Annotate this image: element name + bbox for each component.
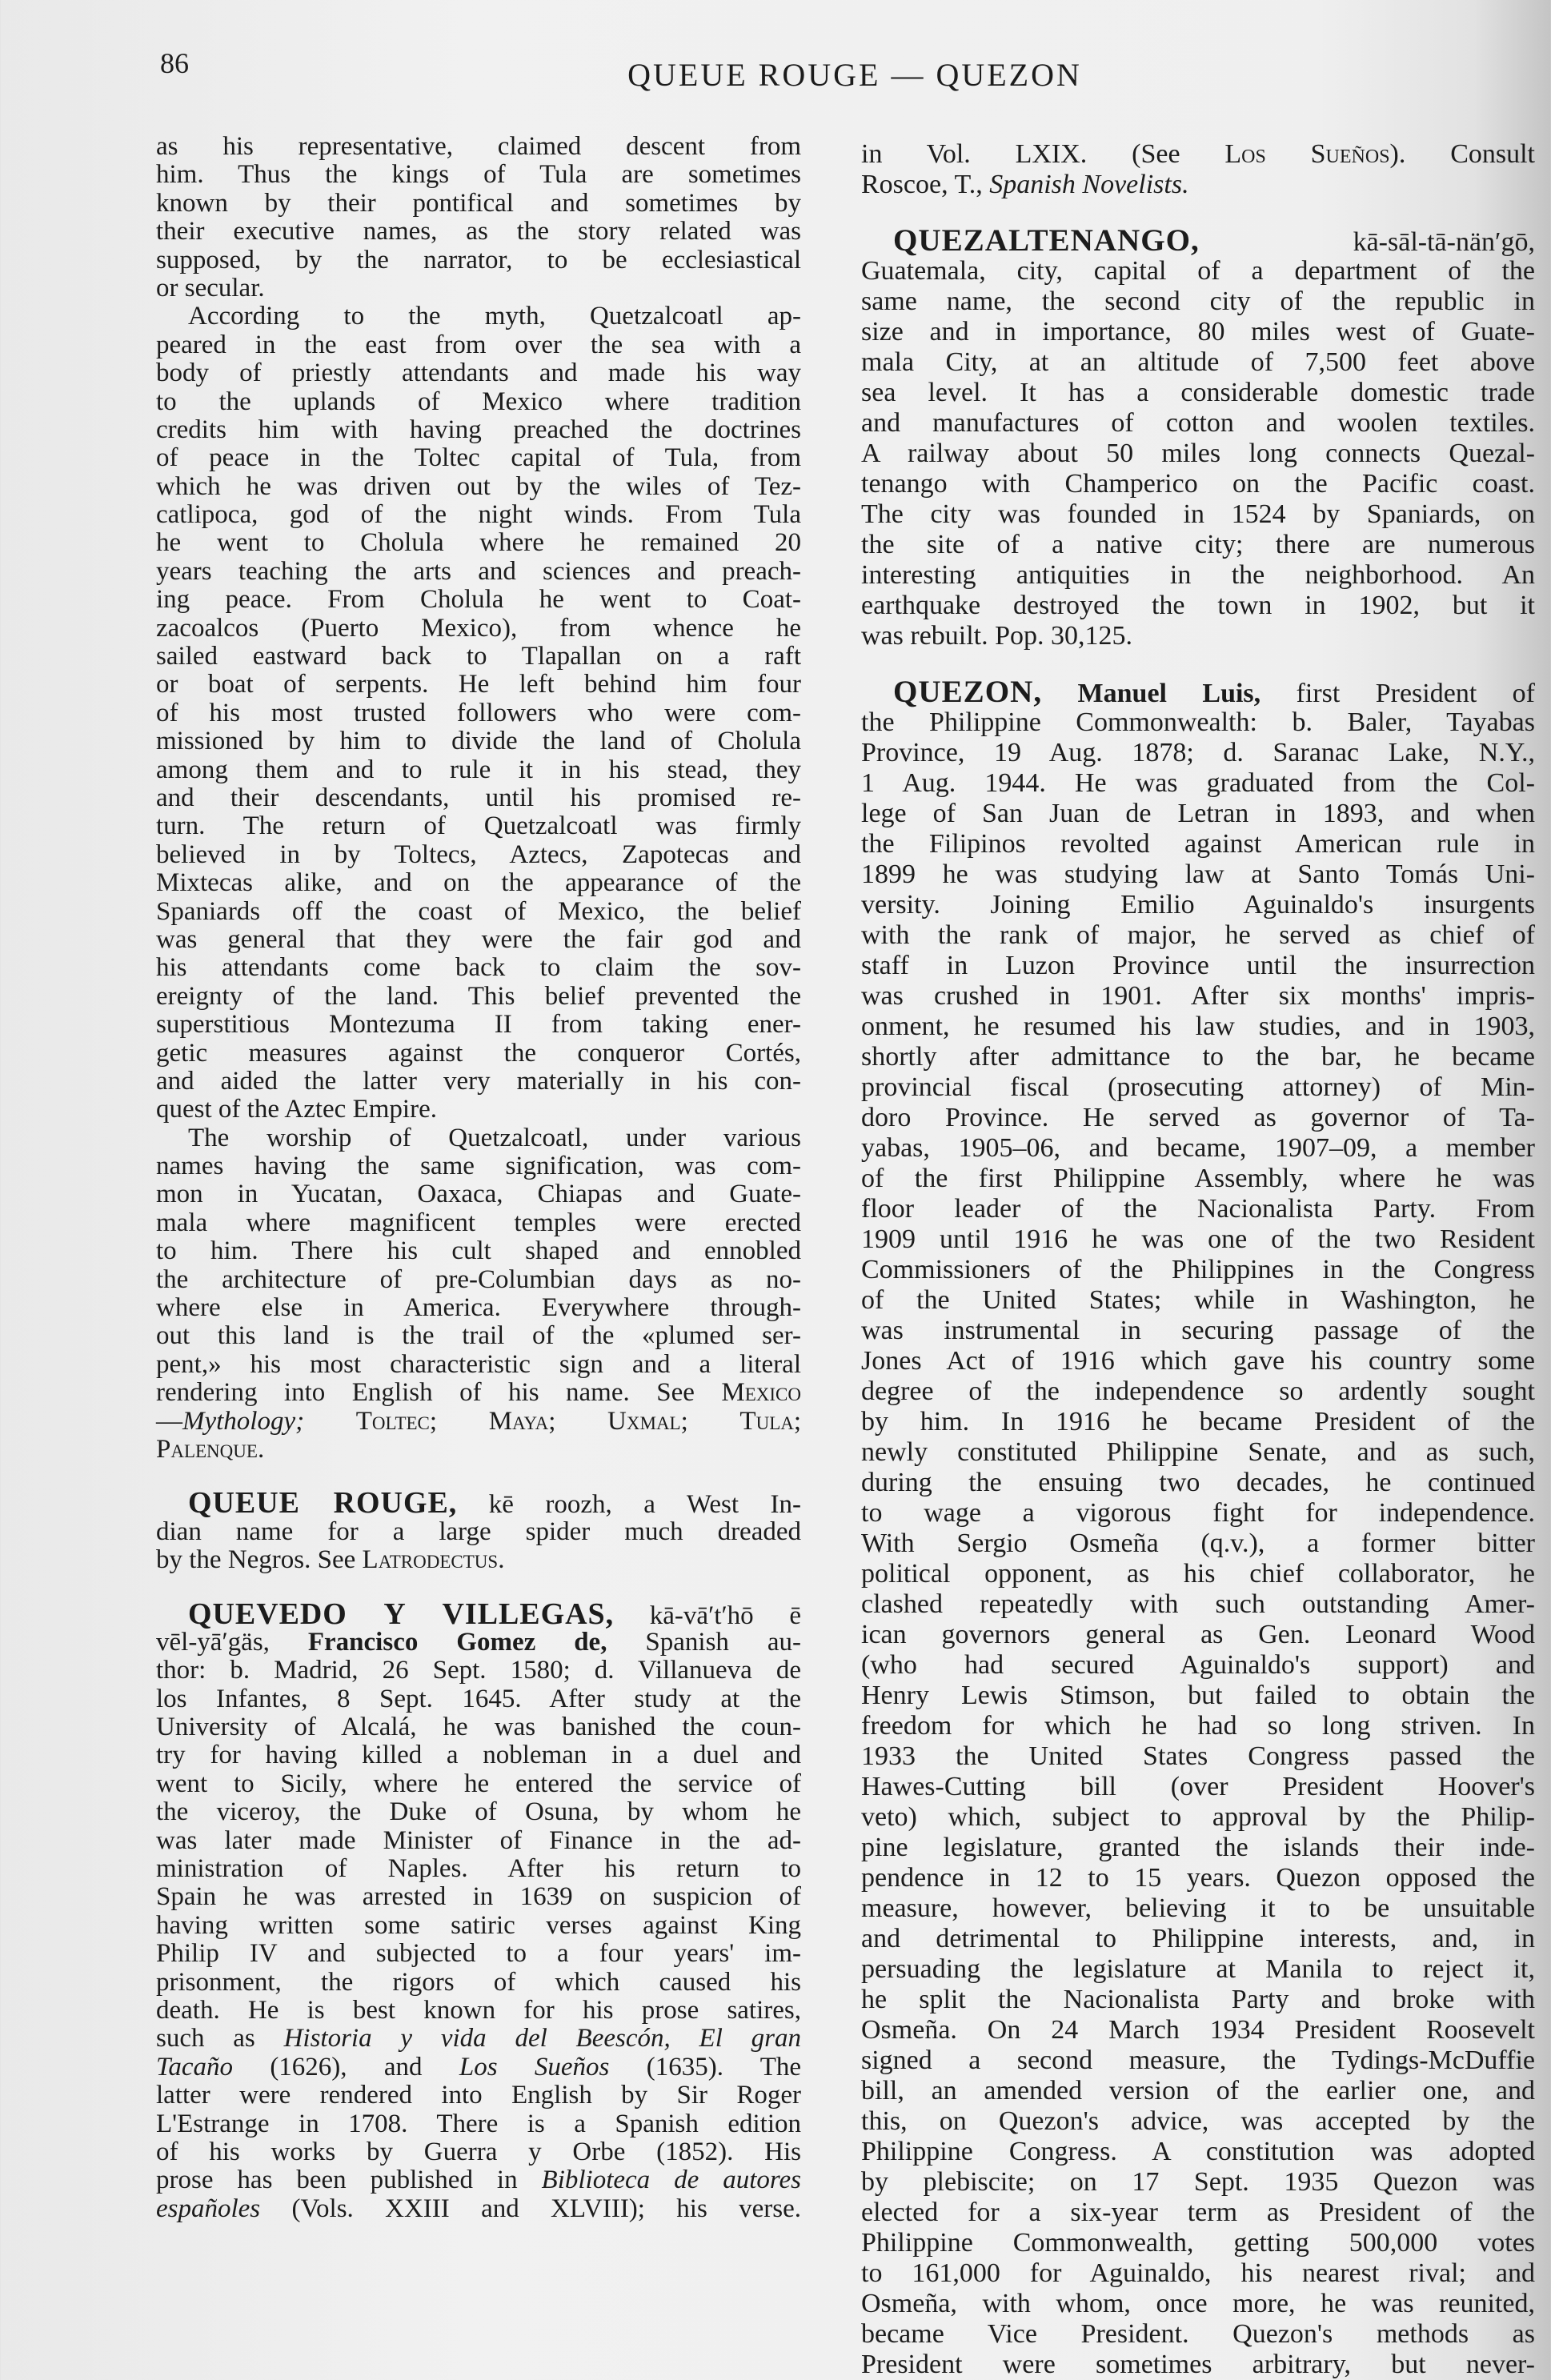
left-text-line: death. He is best known for his prose satires, xyxy=(156,1996,801,2025)
text-span: ; xyxy=(793,1406,802,1436)
right-text-line: Hawes-Cutting bill (over President Hoover's xyxy=(861,1772,1535,1801)
left-text-line xyxy=(156,2025,801,2053)
left-text-line: years teaching the arts and sciences and preach- xyxy=(156,556,801,586)
right-text-line: persuading the legislature at Manila to reject it, xyxy=(861,1954,1535,1984)
right-text-line: during the ensuing two decades, he continued xyxy=(861,1468,1535,1497)
right-text-line: With Sergio Osmeña (q.v.), a former bitter xyxy=(861,1529,1535,1558)
right-text-line: to wage a vigorous fight for independence. xyxy=(861,1498,1535,1528)
left-text-line: sailed eastward back to Tlapallan on a raft xyxy=(156,642,801,671)
left-text-line xyxy=(156,2053,801,2081)
left-text-line: catlipoca, god of the night winds. From Tula xyxy=(156,500,801,530)
entry-headword: QUEUE ROUGE, xyxy=(188,1486,458,1521)
left-text-line: superstitious Montezuma II from taking ener- xyxy=(156,1010,801,1040)
right-text-line: to 161,000 for Aguinaldo, his nearest rival; and xyxy=(861,2258,1535,2288)
left-text-line: Spaniards off the coast of Mexico, the belief xyxy=(156,896,801,926)
left-text-line: out this land is the trail of the «plumed ser- xyxy=(156,1321,801,1351)
left-text-line: zacoalcos (Puerto Mexico), from whence he xyxy=(156,613,801,643)
right-text-line: (who had secured Aguinaldo's support) and xyxy=(861,1650,1535,1680)
right-text-line: Philippine Commonwealth, getting 500,000 votes xyxy=(861,2228,1535,2258)
text-span: prose has been published in xyxy=(156,2166,542,2195)
right-text-line: was rebuilt. Pop. 30,125. xyxy=(861,621,1133,651)
left-text-line: his attendants come back to claim the sov- xyxy=(156,953,801,983)
entry-headword: QUEZON, xyxy=(893,675,1043,709)
cross-reference: Mexico xyxy=(721,1378,801,1408)
right-text-line: by him. In 1916 he became President of the xyxy=(861,1407,1535,1436)
right-text-line: earthquake destroyed the town in 1902, but it xyxy=(861,591,1535,620)
italic-text: Tacaño xyxy=(156,2052,233,2081)
right-text-line: Philippine Congress. A constitution was adopted xyxy=(861,2137,1535,2166)
text-span: kē roozh, a West In- xyxy=(457,1490,801,1520)
left-text-line: to the uplands of Mexico where tradition xyxy=(156,387,801,416)
text-span: ; xyxy=(680,1406,740,1436)
left-text-line xyxy=(156,1379,801,1407)
left-text-line: missioned by him to divide the land of Cholula xyxy=(156,727,801,756)
right-text-line: political opponent, as his chief collaborator, he xyxy=(861,1559,1535,1589)
right-text-line xyxy=(861,677,1535,707)
right-text-line: signed a second measure, the Tydings-McDuffie xyxy=(861,2045,1535,2075)
cross-reference: Maya xyxy=(488,1406,549,1436)
right-text-line: and detrimental to Philippine interests, and, in xyxy=(861,1924,1535,1953)
right-text-line: yabas, 1905–06, and became, 1907–09, a member xyxy=(861,1133,1535,1163)
right-column xyxy=(861,139,1535,2380)
left-text-line: known by their pontifical and sometimes by xyxy=(156,188,801,218)
text-span: ; xyxy=(548,1406,608,1436)
left-text-line: went to Sicily, where he entered the service of xyxy=(156,1769,801,1798)
left-text-line: quest of the Aztec Empire. xyxy=(156,1095,437,1124)
right-text-line: this, on Quezon's advice, was accepted by the xyxy=(861,2106,1535,2136)
left-text-line: prisonment, the rigors of which caused his xyxy=(156,1967,801,1997)
left-text-line: Philip IV and subjected to a four years' im- xyxy=(156,1939,801,1969)
right-text-line: same name, the second city of the republic in xyxy=(861,286,1535,316)
left-text-line: Spain he was arrested in 1639 on suspicion of xyxy=(156,1882,801,1912)
text-span: in Vol. LXIX. (See xyxy=(861,139,1225,169)
italic-text: Historia y vida del Beescón, El gran xyxy=(283,2024,801,2053)
left-text-line: the viceroy, the Duke of Osuna, by whom he xyxy=(156,1797,801,1827)
left-text-line: names having the same signification, was com- xyxy=(156,1152,801,1181)
right-text-line: Jones Act of 1916 which gave his country some xyxy=(861,1346,1535,1376)
left-column xyxy=(156,133,801,2223)
right-text-line: 1933 the United States Congress passed the xyxy=(861,1741,1535,1771)
right-text-line: the site of a native city; there are numerous xyxy=(861,530,1535,559)
right-text-line: mala City, at an altitude of 7,500 feet above xyxy=(861,347,1535,377)
left-text-line xyxy=(156,1546,801,1574)
right-text-line: pendence in 12 to 15 years. Quezon opposed the xyxy=(861,1863,1535,1893)
cross-reference: Toltec xyxy=(355,1406,430,1436)
right-text-line xyxy=(861,170,1535,200)
left-text-line: Mixtecas alike, and on the appearance of the xyxy=(156,868,801,898)
left-text-line: ministration of Naples. After his return to xyxy=(156,1854,801,1884)
right-text-line: interesting antiquities in the neighborhood. An xyxy=(861,560,1535,590)
right-text-line: of the United States; while in Washington, he xyxy=(861,1285,1535,1315)
right-text-line: pine legislature, granted the islands their inde- xyxy=(861,1833,1535,1862)
left-text-line: University of Alcalá, he was banished the coun- xyxy=(156,1713,801,1742)
left-text-line: L'Estrange in 1708. There is a Spanish edition xyxy=(156,2109,801,2138)
text-span: vēl-yā′gäs, xyxy=(156,1627,308,1657)
right-text-line: lege of San Juan de Letran in 1893, and when xyxy=(861,799,1535,828)
left-text-line: where else in America. Everywhere through- xyxy=(156,1293,801,1323)
right-text-line: by plebiscite; on 17 Sept. 1935 Quezon was xyxy=(861,2167,1535,2197)
text-span: (Vols. XXIII and XLVIII); his verse. xyxy=(260,2194,801,2223)
left-text-line: pent,» his most characteristic sign and a literal xyxy=(156,1349,801,1379)
left-text-line: he went to Cholula where he remained 20 xyxy=(156,528,801,558)
right-text-line: elected for a six-year term as President of the xyxy=(861,2198,1535,2227)
left-text-line: their executive names, as the story related was xyxy=(156,217,801,246)
entry-headword: QUEVEDO Y VILLEGAS, xyxy=(188,1597,615,1631)
italic-text: Los Sueños xyxy=(459,2052,610,2081)
cross-reference: Latrodectus. xyxy=(362,1545,505,1575)
text-span: Roscoe, T., xyxy=(861,170,990,199)
text-span: ; xyxy=(429,1406,489,1436)
left-text-line: ereignty of the land. This belief prevented the xyxy=(156,981,801,1011)
left-text-line: getic measures against the conqueror Cortés, xyxy=(156,1038,801,1068)
right-text-line: The city was founded in 1524 by Spaniards, on xyxy=(861,499,1535,529)
italic-text: Mythology; xyxy=(182,1406,305,1436)
text-span: kā-sāl-tā-nän′gō, xyxy=(1199,227,1535,257)
italic-text: Spanish Novelists. xyxy=(989,170,1189,199)
right-text-line: veto) which, subject to approval by the Philip- xyxy=(861,1802,1535,1832)
page-number: 86 xyxy=(160,47,189,79)
running-title: QUEUE ROUGE — QUEZON xyxy=(627,57,1082,93)
left-text-line xyxy=(156,2195,801,2223)
left-text-line: supposed, by the narrator, to be ecclesiastical xyxy=(156,245,801,274)
left-text-line xyxy=(156,1597,801,1631)
right-text-line: 1 Aug. 1944. He was graduated from the Col- xyxy=(861,768,1535,798)
left-text-line: try for having killed a nobleman in a duel and xyxy=(156,1741,801,1770)
right-text-line: the Filipinos revolted against American rule in xyxy=(861,829,1535,859)
bold-text: Manuel Luis, xyxy=(1042,679,1261,708)
left-text-line: ing peace. From Cholula he went to Coat- xyxy=(156,585,801,615)
left-text-line: The worship of Quetzalcoatl, under various xyxy=(188,1123,801,1152)
left-text-line xyxy=(156,1408,801,1436)
right-text-line: he split the Nacionalista Party and broke with xyxy=(861,1985,1535,2014)
left-text-line: of his works by Guerra y Orbe (1852). His xyxy=(156,2137,801,2166)
left-text-line: which he was driven out by the wiles of Tez- xyxy=(156,471,801,501)
text-span: such as xyxy=(156,2024,284,2053)
right-text-line: versity. Joining Emilio Aguinaldo's insurgents xyxy=(861,890,1535,920)
left-text-line: him. Thus the kings of Tula are sometimes xyxy=(156,160,801,190)
italic-text: Biblioteca de autores xyxy=(541,2166,801,2195)
left-text-line xyxy=(156,1486,801,1521)
text-span xyxy=(304,1407,356,1436)
cross-reference: Uxmal xyxy=(607,1406,681,1436)
text-span: first President of xyxy=(1260,679,1535,708)
left-text-line: body of priestly attendants and made his way xyxy=(156,359,801,388)
left-text-line: According to the myth, Quetzalcoatl ap- xyxy=(188,302,801,331)
text-span: kā-vā′t′hō ē xyxy=(614,1601,801,1630)
left-text-line: turn. The return of Quetzalcoatl was firmly xyxy=(156,811,801,841)
right-text-line xyxy=(861,223,1535,258)
right-text-line: floor leader of the Nacionalista Party. From xyxy=(861,1194,1535,1224)
right-text-line: measure, however, believing it to be unsuitable xyxy=(861,1893,1535,1923)
bold-text: Francisco Gomez de, xyxy=(307,1627,607,1657)
left-text-line: was general that they were the fair god and xyxy=(156,924,801,954)
right-text-line: was instrumental in securing passage of the xyxy=(861,1316,1535,1345)
right-text-line: the Philippine Commonwealth: b. Baler, Tayabas xyxy=(861,707,1535,737)
left-text-line: or secular. xyxy=(156,273,265,303)
left-text-line: or boat of serpents. He left behind him four xyxy=(156,670,801,699)
text-span: Spanish au- xyxy=(607,1627,802,1657)
right-text-line: freedom for which he had so long striven. In xyxy=(861,1711,1535,1741)
right-text-line: of the first Philippine Assembly, where he was xyxy=(861,1164,1535,1193)
right-text-line: bill, an amended version of the earlier one, and xyxy=(861,2076,1535,2106)
left-text-line: and their descendants, until his promised re- xyxy=(156,783,801,812)
right-text-line: Henry Lewis Stimson, but failed to obtain the xyxy=(861,1681,1535,1710)
text-span: (1635). The xyxy=(609,2052,802,2081)
text-span: by the Negros. See xyxy=(156,1545,363,1575)
left-text-line: among them and to rule it in his stead, they xyxy=(156,755,801,784)
left-text-line: peared in the east from over the sea with a xyxy=(156,330,801,359)
right-text-line: Osmeña. On 24 March 1934 President Roosevelt xyxy=(861,2015,1535,2045)
right-text-line: degree of the independence so ardently sought xyxy=(861,1376,1535,1406)
text-span: ). Consult xyxy=(1389,139,1535,169)
right-text-line: shortly after admittance to the bar, he became xyxy=(861,1042,1535,1072)
right-text-line: doro Province. He served as governor of Ta- xyxy=(861,1103,1535,1132)
entry-headword: QUEZALTENANGO, xyxy=(893,223,1200,258)
left-text-line: believed in by Toltecs, Aztecs, Zapotecas and xyxy=(156,839,801,869)
right-text-line: onment, he resumed his law studies, and in 1903, xyxy=(861,1012,1535,1041)
right-text-line: newly constituted Philippine Senate, and as such, xyxy=(861,1437,1535,1467)
right-text-line: 1899 he was studying law at Santo Tomás Uni- xyxy=(861,859,1535,889)
cross-reference: Palenque. xyxy=(156,1434,265,1464)
right-text-line xyxy=(861,139,1535,170)
right-text-line: and manufactures of cotton and woolen textiles. xyxy=(861,408,1535,438)
left-text-line: and aided the latter very materially in his con- xyxy=(156,1066,801,1096)
cross-reference: Los Sueños xyxy=(1224,139,1390,169)
left-text-line: having written some satiric verses against King xyxy=(156,1910,801,1940)
text-span: — xyxy=(156,1406,182,1436)
right-text-line: Commissioners of the Philippines in the Congress xyxy=(861,1255,1535,1284)
right-text-line: sea level. It has a considerable domestic trade xyxy=(861,378,1535,407)
right-text-line: tenango with Champerico on the Pacific coast. xyxy=(861,469,1535,499)
right-text-line: was crushed in 1901. After six months' impris- xyxy=(861,981,1535,1011)
cross-reference: Tula xyxy=(739,1406,794,1436)
right-text-line: A railway about 50 miles long connects Quezal- xyxy=(861,439,1535,468)
right-text-line: 1909 until 1916 he was one of the two Resident xyxy=(861,1224,1535,1254)
left-text-line: to him. There his cult shaped and ennobled xyxy=(156,1236,801,1266)
left-text-line: thor: b. Madrid, 26 Sept. 1580; d. Villanueva de xyxy=(156,1656,801,1685)
right-text-line: provincial fiscal (prosecuting attorney) of Min- xyxy=(861,1072,1535,1102)
left-text-line xyxy=(156,1629,801,1657)
left-text-line: as his representative, claimed descent from xyxy=(156,132,801,161)
right-text-line: size and in importance, 80 miles west of Guate- xyxy=(861,317,1535,347)
left-text-line: of his most trusted followers who were com- xyxy=(156,698,801,727)
right-text-line: staff in Luzon Province until the insurrection xyxy=(861,951,1535,980)
left-text-line: mon in Yucatan, Oaxaca, Chiapas and Guate- xyxy=(156,1180,801,1209)
right-text-line: ican governors general as Gen. Leonard Wood xyxy=(861,1620,1535,1649)
left-text-line: the architecture of pre-Columbian days as no- xyxy=(156,1264,801,1294)
right-text-line: clashed repeatedly with such outstanding Amer- xyxy=(861,1589,1535,1619)
right-text-line: became Vice President. Quezon's methods as xyxy=(861,2319,1535,2349)
left-text-line xyxy=(156,2166,801,2194)
text-span: (1626), and xyxy=(232,2052,459,2081)
left-text-line: latter were rendered into English by Sir Roger xyxy=(156,2081,801,2110)
right-text-line: President were sometimes arbitrary, but never- xyxy=(861,2350,1535,2379)
left-text-line: credits him with having preached the doctrines xyxy=(156,415,801,444)
italic-text: españoles xyxy=(156,2194,261,2223)
right-text-line: Province, 19 Aug. 1878; d. Saranac Lake, N.Y., xyxy=(861,738,1535,767)
left-text-line: of peace in the Toltec capital of Tula, from xyxy=(156,443,801,473)
right-text-line: Guatemala, city, capital of a department of the xyxy=(861,256,1535,286)
left-text-line: dian name for a large spider much dreaded xyxy=(156,1517,801,1546)
right-text-line: Osmeña, with whom, once more, he was reunited, xyxy=(861,2289,1535,2318)
text-span: rendering into English of his name. See xyxy=(156,1378,722,1408)
left-text-line: los Infantes, 8 Sept. 1645. After study at the xyxy=(156,1684,801,1713)
left-text-line: mala where magnificent temples were erected xyxy=(156,1208,801,1237)
right-text-line: with the rank of major, he served as chief of xyxy=(861,920,1535,950)
left-text-line xyxy=(156,1436,801,1464)
left-text-line: was later made Minister of Finance in the ad- xyxy=(156,1825,801,1855)
